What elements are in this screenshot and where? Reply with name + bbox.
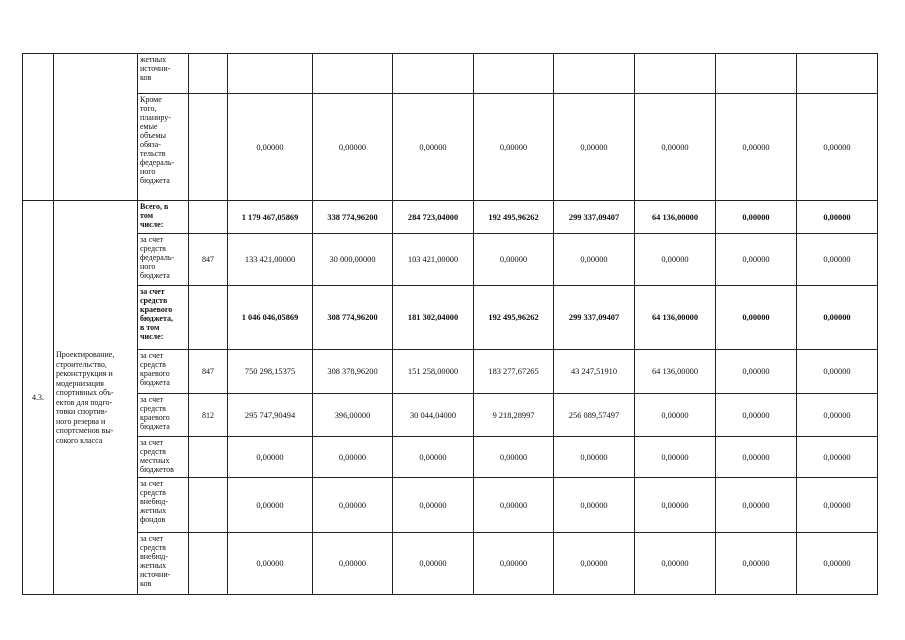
table-row [23, 201, 878, 234]
table-row [23, 350, 878, 394]
value-cell: 0,00000 [716, 350, 797, 394]
section-name-cell [54, 54, 138, 201]
value-cell: 0,00000 [716, 286, 797, 350]
value-cell: 0,00000 [228, 533, 313, 595]
value-cell: 0,00000 [797, 234, 878, 286]
value-cell: 192 495,96262 [474, 201, 554, 234]
value-cell: 0,00000 [393, 437, 474, 478]
value-cell: 0,00000 [554, 533, 635, 595]
value-cell: 1 179 467,05869 [228, 201, 313, 234]
value-cell: 30 044,04000 [393, 394, 474, 437]
value-cell: 750 298,15375 [228, 350, 313, 394]
value-cell: 0,00000 [554, 437, 635, 478]
value-cell: 0,00000 [393, 533, 474, 595]
budget-code-cell [189, 286, 228, 350]
value-cell: 299 337,09407 [554, 286, 635, 350]
value-cell [635, 54, 716, 94]
funding-source-label: за счет средств краевого бюджета [138, 350, 189, 394]
budget-code-cell [189, 54, 228, 94]
budget-code-cell [189, 437, 228, 478]
value-cell [393, 54, 474, 94]
value-cell: 338 774,96200 [313, 201, 393, 234]
value-cell: 0,00000 [797, 201, 878, 234]
value-cell: 0,00000 [635, 437, 716, 478]
value-cell: 308 378,96200 [313, 350, 393, 394]
funding-source-label: жетных источни- ков [138, 54, 189, 94]
table-row [23, 533, 878, 595]
value-cell: 0,00000 [313, 533, 393, 595]
budget-code-cell: 847 [189, 234, 228, 286]
value-cell: 0,00000 [228, 478, 313, 533]
table-row [23, 286, 878, 350]
value-cell: 0,00000 [228, 94, 313, 201]
value-cell: 64 136,00000 [635, 286, 716, 350]
budget-code-cell [189, 478, 228, 533]
value-cell: 64 136,00000 [635, 350, 716, 394]
value-cell [313, 54, 393, 94]
value-cell: 43 247,51910 [554, 350, 635, 394]
value-cell: 181 302,04000 [393, 286, 474, 350]
budget-code-cell: 847 [189, 350, 228, 394]
value-cell: 0,00000 [228, 437, 313, 478]
table-row [23, 234, 878, 286]
table-row [23, 478, 878, 533]
value-cell: 0,00000 [716, 394, 797, 437]
funding-source-label: за счет средств краевого бюджета, в том числе: [138, 286, 189, 350]
value-cell: 0,00000 [716, 94, 797, 201]
value-cell: 0,00000 [474, 437, 554, 478]
value-cell: 0,00000 [635, 478, 716, 533]
value-cell: 1 046 046,05869 [228, 286, 313, 350]
value-cell: 0,00000 [716, 437, 797, 478]
value-cell: 151 258,00000 [393, 350, 474, 394]
value-cell: 0,00000 [393, 94, 474, 201]
funding-source-label: за счет средств местных бюджетов [138, 437, 189, 478]
value-cell [716, 54, 797, 94]
value-cell: 0,00000 [474, 234, 554, 286]
value-cell: 133 421,00000 [228, 234, 313, 286]
value-cell: 299 337,09407 [554, 201, 635, 234]
value-cell: 0,00000 [716, 234, 797, 286]
value-cell: 0,00000 [313, 94, 393, 201]
value-cell: 0,00000 [797, 437, 878, 478]
funding-source-label: за счет средств краевого бюджета [138, 394, 189, 437]
value-cell [554, 54, 635, 94]
value-cell: 0,00000 [313, 437, 393, 478]
section-number: 4.3. [23, 201, 54, 595]
value-cell: 396,00000 [313, 394, 393, 437]
value-cell: 183 277,67265 [474, 350, 554, 394]
budget-code-cell [189, 201, 228, 234]
value-cell: 0,00000 [716, 533, 797, 595]
value-cell [228, 54, 313, 94]
value-cell: 192 495,96262 [474, 286, 554, 350]
value-cell: 0,00000 [635, 533, 716, 595]
value-cell: 256 089,57497 [554, 394, 635, 437]
funding-source-label: за счет средств внебюд- жетных фондов [138, 478, 189, 533]
funding-source-label: Кроме того, планиру- емые объемы обяза- тельств федераль- ного бюджета [138, 94, 189, 201]
table-body [23, 54, 878, 595]
funding-source-label: за счет средств внебюд- жетных источни- ков [138, 533, 189, 595]
value-cell: 0,00000 [635, 234, 716, 286]
value-cell: 103 421,00000 [393, 234, 474, 286]
value-cell: 0,00000 [313, 478, 393, 533]
value-cell: 0,00000 [716, 478, 797, 533]
value-cell: 0,00000 [797, 94, 878, 201]
value-cell: 0,00000 [474, 478, 554, 533]
table-row [23, 54, 878, 94]
table-row [23, 394, 878, 437]
budget-code-cell: 812 [189, 394, 228, 437]
value-cell: 0,00000 [797, 394, 878, 437]
value-cell: 0,00000 [554, 234, 635, 286]
value-cell: 0,00000 [797, 350, 878, 394]
value-cell: 0,00000 [393, 478, 474, 533]
value-cell: 284 723,04000 [393, 201, 474, 234]
budget-code-cell [189, 533, 228, 595]
section-name: Проектирование, строительство, реконструкция и модернизация спортивных объ- ектов для подго- товки спортив- ного резерва и спортсменов вы- сокого класса [54, 201, 138, 595]
value-cell: 9 218,28997 [474, 394, 554, 437]
table-row [23, 94, 878, 201]
value-cell: 0,00000 [797, 286, 878, 350]
budget-table [22, 53, 878, 595]
funding-source-label: Всего, в том числе: [138, 201, 189, 234]
value-cell [474, 54, 554, 94]
value-cell: 0,00000 [474, 94, 554, 201]
value-cell: 0,00000 [554, 478, 635, 533]
table-row [23, 437, 878, 478]
value-cell: 0,00000 [635, 94, 716, 201]
value-cell: 308 774,96200 [313, 286, 393, 350]
value-cell: 0,00000 [797, 478, 878, 533]
value-cell: 64 136,00000 [635, 201, 716, 234]
value-cell: 295 747,90494 [228, 394, 313, 437]
value-cell: 0,00000 [474, 533, 554, 595]
value-cell [797, 54, 878, 94]
funding-source-label: за счет средств федераль- ного бюджета [138, 234, 189, 286]
section-number-cell [23, 54, 54, 201]
budget-code-cell [189, 94, 228, 201]
value-cell: 0,00000 [716, 201, 797, 234]
value-cell: 0,00000 [635, 394, 716, 437]
value-cell: 0,00000 [797, 533, 878, 595]
value-cell: 30 000,00000 [313, 234, 393, 286]
value-cell: 0,00000 [554, 94, 635, 201]
